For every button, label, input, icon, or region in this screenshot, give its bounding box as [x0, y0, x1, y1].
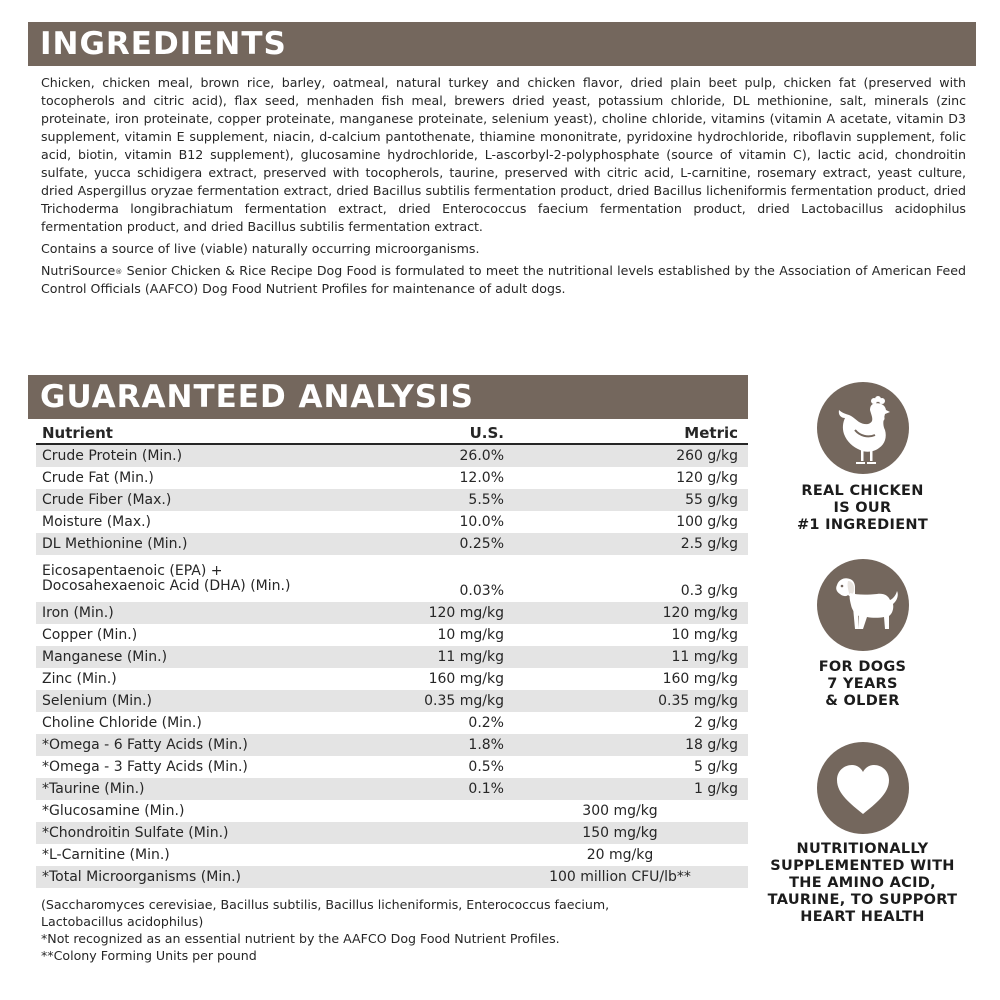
table-row	[36, 668, 748, 690]
guaranteed-analysis-table	[36, 423, 748, 888]
table-body	[36, 444, 748, 888]
us-value: 11 mg/kg	[368, 646, 512, 668]
table-row	[36, 800, 748, 822]
metric-value: 0.35 mg/kg	[512, 690, 748, 712]
feature-senior-dogs	[755, 659, 970, 710]
aafco-statement-text: Senior Chicken & Rice Recipe Dog Food is formulated to meet the nutritional levels established by the Association of American Feed Control Officials (AAFCO) Dog Food Nutrient Profiles for maintenance of adult dogs.	[41, 263, 966, 296]
us-value: 12.0%	[459, 469, 504, 486]
metric-value: 2.5 g/kg	[512, 533, 748, 555]
table-row	[36, 756, 748, 778]
feature-line: & OLDER	[825, 693, 900, 709]
table-row	[36, 511, 748, 533]
us-value: 0.25%	[368, 533, 512, 555]
table-row	[36, 624, 748, 646]
feature-line: TAURINE, TO SUPPORT	[767, 892, 958, 908]
nutrient-name: *Chondroitin Sulfate (Min.)	[36, 822, 368, 844]
metric-value: 10 mg/kg	[671, 626, 738, 643]
metric-value: 5 g/kg	[694, 758, 738, 775]
us-value: 120 mg/kg	[368, 602, 512, 624]
ingredients-list: Chicken, chicken meal, brown rice, barley, oatmeal, natural turkey and chicken flavor, dried plain beet pulp, chicken fat (preserved with tocopherols and citric acid), flax seed, menhaden fish meal, brewers dried yeast, potassium chloride, DL methionine, salt, minerals (zinc proteinate, iron proteinate, copper proteinate, manganese proteinate, selenium yeast), choline chloride, vitamins (vitamin A acetate, vitamin D3 supplement, vitamin E supplement, niacin, d-calcium pantothenate, thiamine mononitrate, pyridoxine hydrochloride, riboflavin supplement, folic acid, biotin, vitamin B12 supplement), glucosamine hydrochloride, L-ascorbyl-2-polyphosphate (source of vitamin C), lactic acid, chondroitin sulfate, yucca schidigera extract, preserved with tocopherols, taurine, preserved with citric acid, L-carnitine, rosemary extract, yeast culture, dried Aspergillus oryzae fermentation extract, dried Bacillus subtilis fermentation product, dried Bacillus licheniformis fermentation product, dried Trichoderma longibrachiatum fermentation extract, dried Enterococcus faecium fermentation product, dried Lactobacillus acidophilus fermentation product, and dried Bacillus subtilis fermentation extract.	[41, 75, 966, 234]
feature-line: HEART HEALTH	[800, 909, 925, 925]
us-value: 10.0%	[459, 513, 504, 530]
metric-value: 0.3 g/kg	[680, 583, 738, 599]
feature-line: #1 INGREDIENT	[796, 517, 929, 533]
footnote-line: *Not recognized as an essential nutrient by the AAFCO Dog Food Nutrient Profiles.	[41, 931, 560, 946]
nutrient-name-line: Eicosapentaenoic (EPA) +	[42, 562, 223, 579]
table-row	[36, 822, 748, 844]
brand-name: NutriSource	[41, 263, 116, 278]
combined-value: 100 million CFU/lb**	[368, 866, 748, 888]
us-value: 0.03%	[459, 583, 504, 599]
column-header-metric: Metric	[512, 423, 748, 444]
table-row	[36, 690, 748, 712]
combined-value: 20 mg/kg	[586, 846, 654, 863]
nutrient-name: Zinc (Min.)	[42, 670, 117, 687]
table-row	[36, 712, 748, 734]
nutrient-name: Manganese (Min.)	[36, 646, 368, 668]
feature-line: THE AMINO ACID,	[789, 875, 936, 891]
table-row	[36, 844, 748, 866]
us-value: 5.5%	[368, 489, 512, 511]
nutrient-name: DL Methionine (Min.)	[36, 533, 368, 555]
table-row	[36, 866, 748, 888]
metric-value: 55 g/kg	[512, 489, 748, 511]
nutrient-name: Selenium (Min.)	[36, 690, 368, 712]
us-value: 0.2%	[468, 714, 504, 731]
nutrient-name: Crude Fat (Min.)	[42, 469, 154, 486]
nutrient-name: Crude Protein (Min.)	[36, 444, 368, 467]
us-value: 160 mg/kg	[428, 670, 504, 687]
feature-line: IS OUR	[833, 500, 892, 516]
metric-value: 1 g/kg	[512, 778, 748, 800]
table-row	[36, 533, 748, 555]
live-microorganisms-note: Contains a source of live (viable) naturally occurring microorganisms.	[41, 241, 480, 256]
feature-line: REAL CHICKEN	[801, 483, 924, 499]
nutrient-name: *Glucosamine (Min.)	[42, 802, 185, 819]
metric-value: 100 g/kg	[676, 513, 738, 530]
us-value: 10 mg/kg	[437, 626, 504, 643]
metric-value: 120 mg/kg	[512, 602, 748, 624]
combined-value: 150 mg/kg	[368, 822, 748, 844]
table-row	[36, 555, 748, 602]
footnote-line: (Saccharomyces cerevisiae, Bacillus subtilis, Bacillus licheniformis, Enterococcus faecium,	[41, 897, 610, 912]
table-row	[36, 646, 748, 668]
us-value: 0.5%	[468, 758, 504, 775]
metric-value: 2 g/kg	[694, 714, 738, 731]
nutrient-name: *Omega - 3 Fatty Acids (Min.)	[42, 758, 248, 775]
nutrient-name: Crude Fiber (Max.)	[36, 489, 368, 511]
feature-line: NUTRITIONALLY	[796, 841, 929, 857]
guaranteed-analysis-heading: GUARANTEED ANALYSIS	[28, 375, 748, 419]
feature-line: 7 YEARS	[827, 676, 898, 692]
feature-taurine	[755, 841, 970, 926]
table-row	[36, 734, 748, 756]
footnote-line: **Colony Forming Units per pound	[41, 948, 257, 963]
table-row	[36, 778, 748, 800]
metric-value: 160 mg/kg	[662, 670, 738, 687]
table-row	[36, 467, 748, 489]
nutrient-name: *Taurine (Min.)	[36, 778, 368, 800]
ingredients-section	[41, 74, 966, 298]
registered-mark: ®	[115, 268, 123, 276]
aafco-statement	[41, 262, 966, 298]
metric-value: 120 g/kg	[676, 469, 738, 486]
feature-real-chicken	[755, 483, 970, 534]
nutrient-name: *L-Carnitine (Min.)	[42, 846, 170, 863]
table-row	[36, 602, 748, 624]
metric-value: 11 mg/kg	[512, 646, 748, 668]
feature-line: SUPPLEMENTED WITH	[770, 858, 955, 874]
nutrient-name: Choline Chloride (Min.)	[42, 714, 202, 731]
ingredients-heading: INGREDIENTS	[28, 22, 976, 66]
combined-value: 300 mg/kg	[582, 802, 658, 819]
table-row	[36, 444, 748, 467]
nutrient-name: Iron (Min.)	[36, 602, 368, 624]
nutrient-name: *Total Microorganisms (Min.)	[36, 866, 368, 888]
analysis-footnotes	[41, 896, 741, 964]
nutrient-name-line: Docosahexaenoic Acid (DHA) (Min.)	[42, 577, 291, 594]
us-value: 26.0%	[368, 444, 512, 467]
feature-line: FOR DOGS	[818, 659, 907, 675]
footnote-line: Lactobacillus acidophilus)	[41, 914, 204, 929]
column-header-nutrient: Nutrient	[36, 423, 368, 444]
metric-value: 260 g/kg	[512, 444, 748, 467]
table-row	[36, 489, 748, 511]
us-value: 0.1%	[368, 778, 512, 800]
nutrient-name: Copper (Min.)	[42, 626, 138, 643]
dog-icon	[817, 559, 909, 651]
nutrient-name: *Omega - 6 Fatty Acids (Min.)	[36, 734, 368, 756]
us-value: 1.8%	[368, 734, 512, 756]
nutrient-name	[36, 555, 368, 602]
column-header-us: U.S.	[368, 423, 512, 444]
nutrient-name: Moisture (Max.)	[42, 513, 152, 530]
table-header-row	[36, 423, 748, 444]
chicken-icon	[817, 382, 909, 474]
heart-icon	[817, 742, 909, 834]
us-value: 0.35 mg/kg	[368, 690, 512, 712]
metric-value: 18 g/kg	[512, 734, 748, 756]
